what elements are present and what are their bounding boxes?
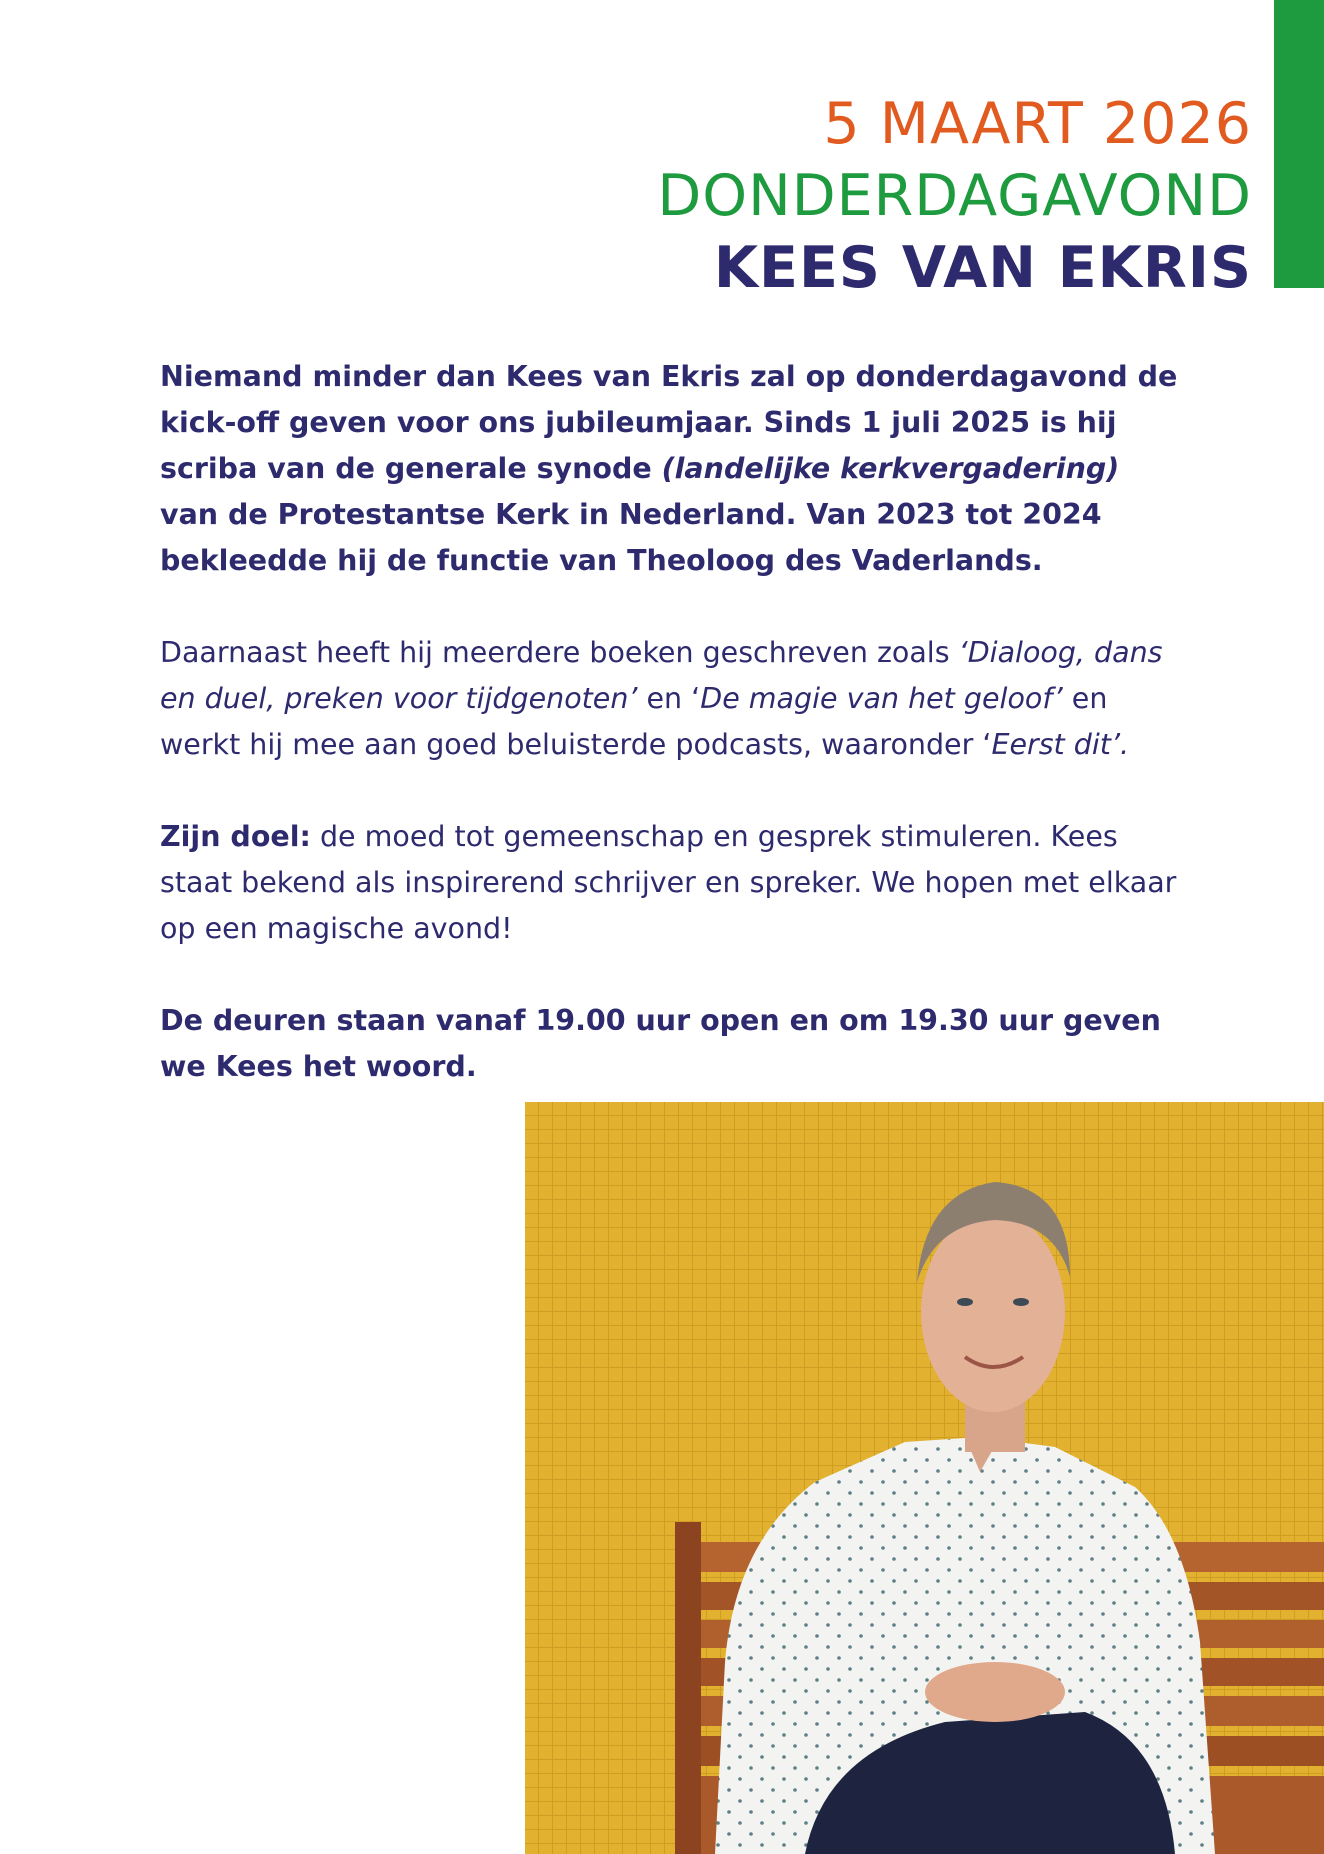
intro-paragraph <box>160 354 1180 584</box>
event-header <box>657 88 1252 304</box>
book-title-2: De magie van het geloof’ <box>700 682 1063 715</box>
event-day: DONDERDAGAVOND <box>657 163 1252 229</box>
goal-text: de moed tot gemeenschap en gesprek stimuleren. Kees staat bekend als inspirerend schrijver en spreker. We hopen met elkaar op een magische avond! <box>160 820 1177 945</box>
intro-italic: (landelijke kerkvergadering) <box>661 452 1120 485</box>
speaker-name: KEES VAN EKRIS <box>713 235 1252 301</box>
books-text-2: en ‘ <box>637 682 701 715</box>
book-title-1: ‘Dialoog, dans en duel, preken voor tijdgenoten’ <box>160 636 1163 715</box>
green-accent-bar <box>1274 0 1324 288</box>
books-text-3: en werkt hij mee aan goed beluisterde podcasts, waaronder ‘ <box>160 682 1108 761</box>
goal-label: Zijn doel: <box>160 820 311 853</box>
podcast-title: Eerst dit’. <box>991 728 1130 761</box>
doors-paragraph: De deuren staan vanaf 19.00 uur open en om 19.30 uur geven we Kees het woord. <box>160 1004 1161 1083</box>
speaker-photo <box>525 1102 1324 1854</box>
intro-text-2: van de Protestantse Kerk in Nederland. Van 2023 tot 2024 bekleedde hij de functie van Theoloog des Vaderlands. <box>160 498 1102 577</box>
goal-paragraph <box>160 814 1180 952</box>
face <box>921 1212 1065 1412</box>
event-date: 5 MAART 2026 <box>823 91 1252 157</box>
intro-text-1: Niemand minder dan Kees van Ekris zal op donderdagavond de kick-off geven voor ons jubileumjaar. Sinds 1 juli 2025 is hij scriba van de generale synode <box>160 360 1178 485</box>
event-description <box>160 354 1180 1136</box>
books-text-1: Daarnaast heeft hij meerdere boeken geschreven zoals <box>160 636 959 669</box>
clasped-hands <box>925 1662 1065 1722</box>
books-paragraph <box>160 630 1180 768</box>
